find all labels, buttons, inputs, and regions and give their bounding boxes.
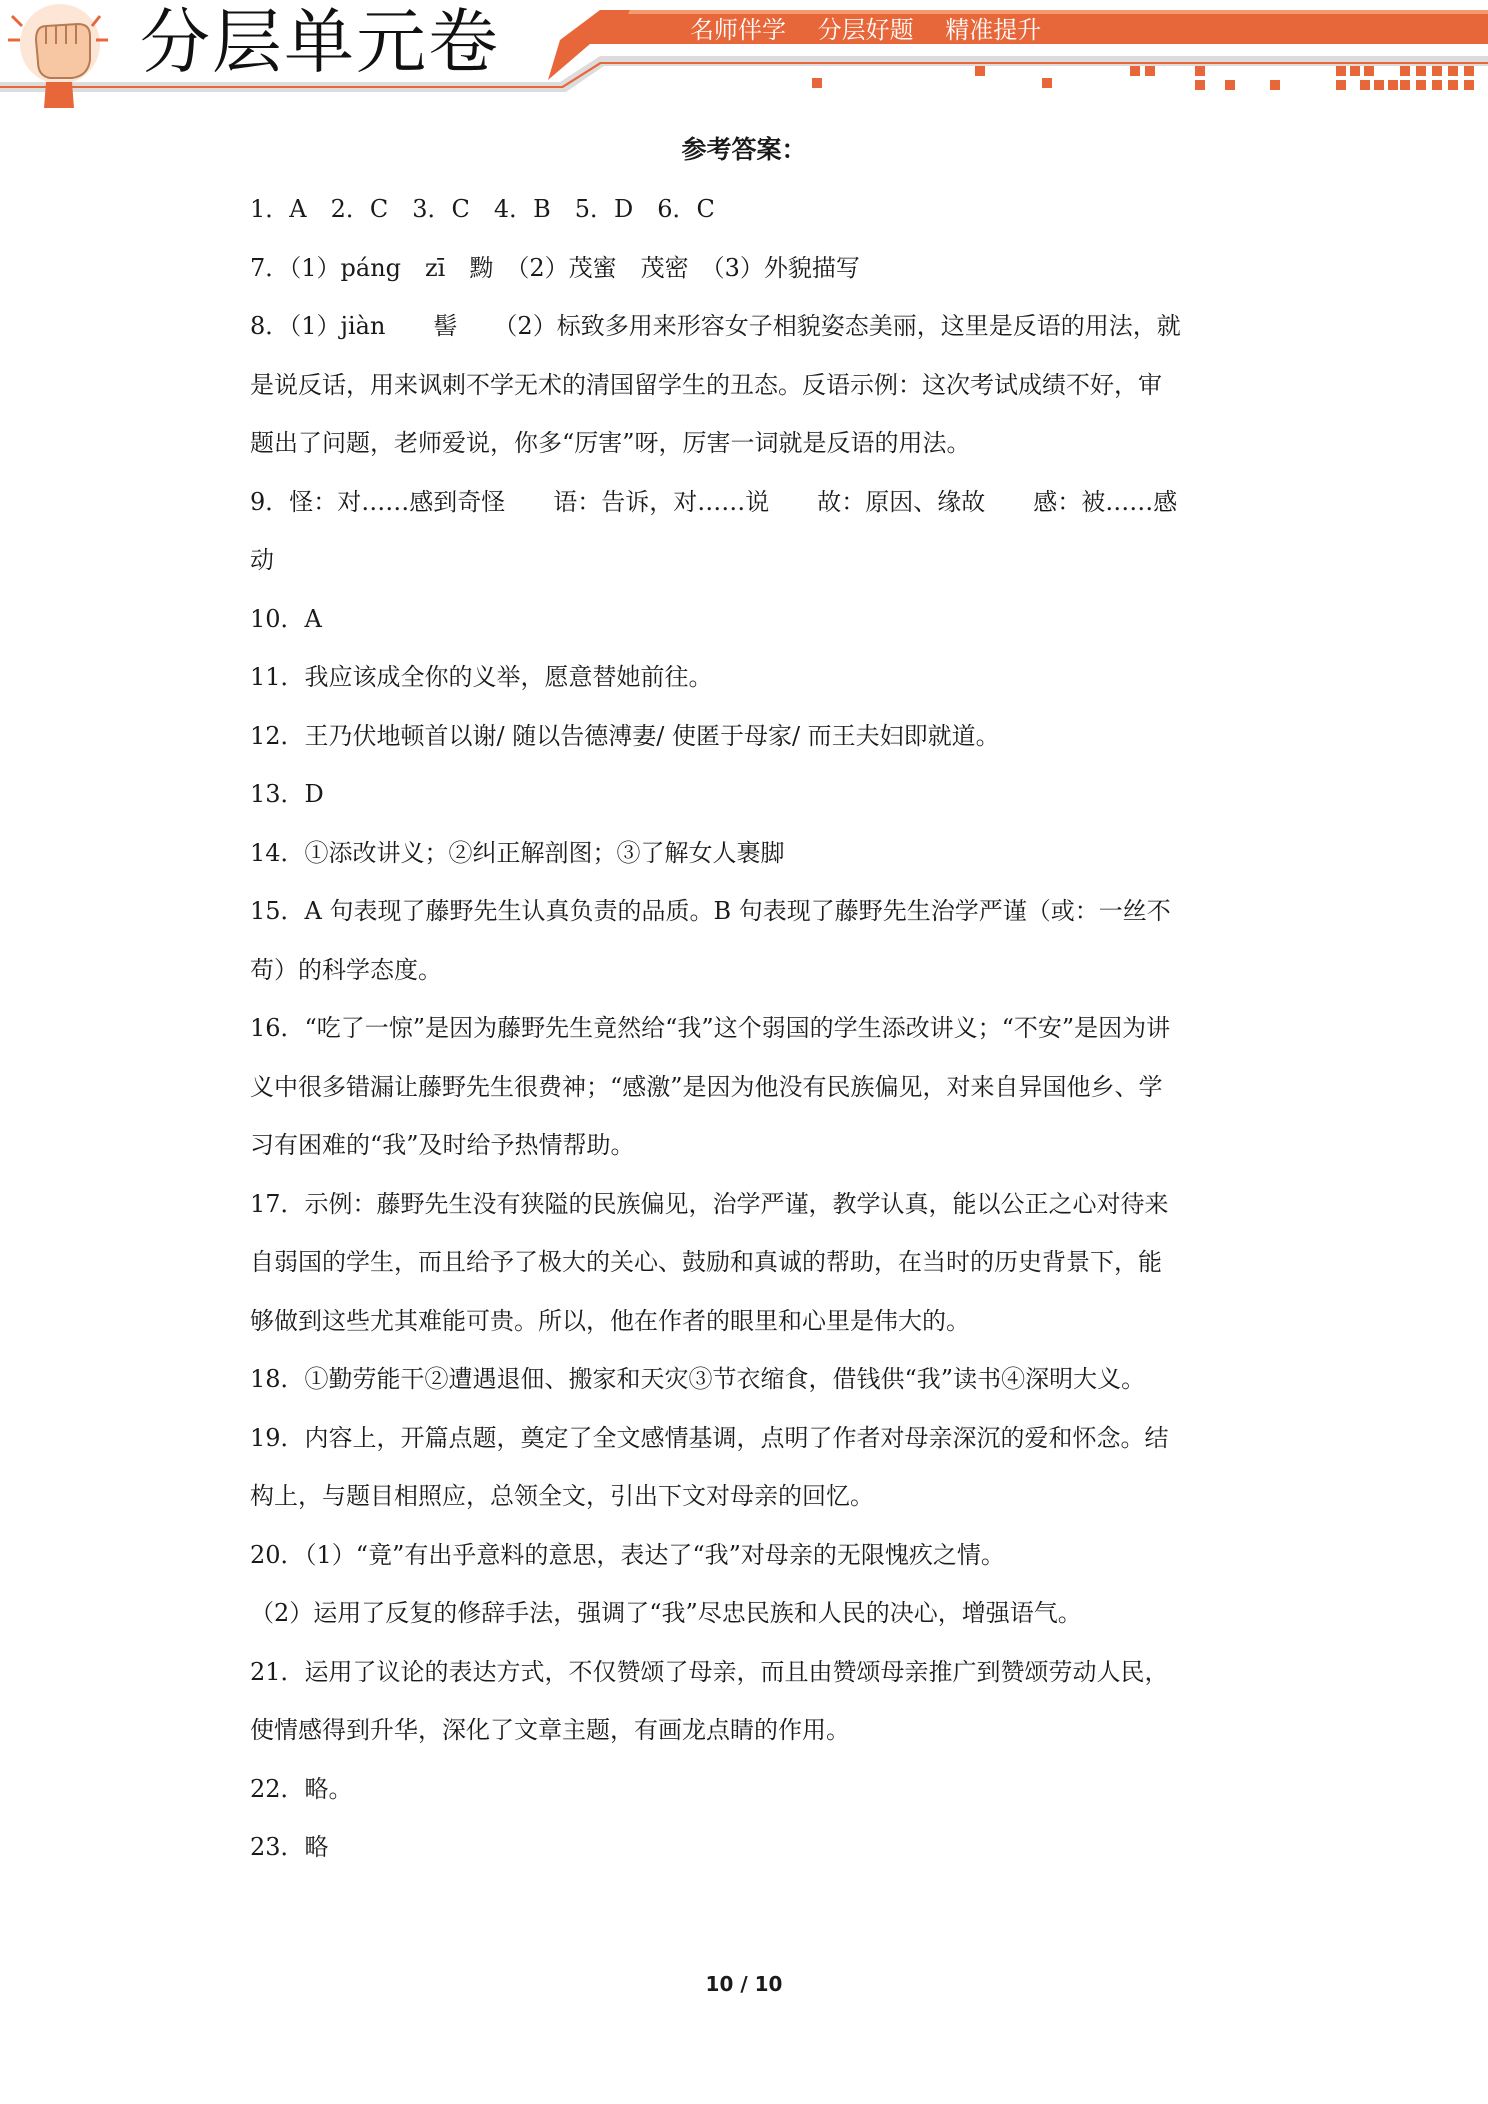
answer-line: 8．（1）jiàn 髻 （2）标致多用来形容女子相貌姿态美丽，这里是反语的用法，就 bbox=[250, 312, 1181, 340]
slogan-item: 名师伴学 bbox=[690, 16, 786, 44]
page-number: 10 / 10 bbox=[705, 1972, 783, 1996]
answer-line: 是说反话，用来讽刺不学无术的清国留学生的丑态。反语示例：这次考试成绩不好，审 bbox=[250, 370, 1162, 399]
page-header bbox=[0, 0, 1488, 110]
answer-line: 1．A 2．C 3．C 4．B 5．D 6．C bbox=[250, 195, 715, 223]
answer-line: 20．（1）“竟”有出乎意料的意思，表达了“我”对母亲的无限愧疚之情。 bbox=[250, 1540, 1005, 1569]
answer-line: （2）运用了反复的修辞手法，强调了“我”尽忠民族和人民的决心，增强语气。 bbox=[250, 1599, 1082, 1627]
answer-line: 23．略 bbox=[250, 1833, 329, 1861]
answer-line: 7．（1）páng zī 黝 （2）茂蜜 茂密 （3）外貌描写 bbox=[250, 253, 860, 282]
answer-line: 自弱国的学生，而且给予了极大的关心、鼓励和真诚的帮助，在当时的历史背景下，能 bbox=[250, 1248, 1162, 1276]
answer-line: 习有困难的“我”及时给予热情帮助。 bbox=[250, 1131, 635, 1159]
answer-line: 17．示例：藤野先生没有狭隘的民族偏见，治学严谨，教学认真，能以公正之心对待来 bbox=[250, 1189, 1169, 1218]
decorative-squares bbox=[812, 66, 1474, 90]
page-title: 参考答案： bbox=[681, 135, 807, 164]
answer-line: 14．①添改讲义；②纠正解剖图；③了解女人裹脚 bbox=[250, 838, 785, 867]
answer-line: 13．D bbox=[250, 780, 324, 808]
answer-line: 义中很多错漏让藤野先生很费神；“感激”是因为他没有民族偏见，对来自异国他乡、学 bbox=[250, 1072, 1163, 1101]
answer-line: 苟）的科学态度。 bbox=[250, 955, 442, 984]
answer-line: 21．运用了议论的表达方式，不仅赞颂了母亲，而且由赞颂母亲推广到赞颂劳动人民， bbox=[250, 1657, 1169, 1686]
answer-line: 16．“吃了一惊”是因为藤野先生竟然给“我”这个弱国的学生添改讲义；“不安”是因为讲 bbox=[250, 1014, 1171, 1042]
header-slogans bbox=[690, 10, 1065, 45]
answer-line: 使情感得到升华，深化了文章主题，有画龙点睛的作用。 bbox=[250, 1716, 850, 1744]
answer-line: 12．王乃伏地顿首以谢/ 随以告德溥妻/ 使匿于母家/ 而王夫妇即就道。 bbox=[250, 721, 1000, 750]
answer-line: 18．①勤劳能干②遭遇退佃、搬家和天灾③节衣缩食，借钱供“我”读书④深明大义。 bbox=[250, 1365, 1146, 1393]
answer-line: 题出了问题，老师爱说，你多“厉害”呀，厉害一词就是反语的用法。 bbox=[250, 429, 971, 457]
answer-line: 动 bbox=[250, 546, 274, 574]
answer-line: 构上，与题目相照应，总领全文，引出下文对母亲的回忆。 bbox=[250, 1482, 874, 1510]
answer-line: 10．A bbox=[250, 604, 322, 633]
brand-title: 分层单元卷 bbox=[140, 1, 500, 83]
answer-line: 19．内容上，开篇点题，奠定了全文感情基调，点明了作者对母亲深沉的爱和怀念。结 bbox=[250, 1423, 1169, 1452]
answer-line: 9．怪：对……感到奇怪 语：告诉，对……说 故：原因、缘故 感：被……感 bbox=[250, 487, 1178, 516]
slogan-item: 精准提升 bbox=[945, 16, 1042, 44]
answer-line: 够做到这些尤其难能可贵。所以，他在作者的眼里和心里是伟大的。 bbox=[250, 1306, 970, 1335]
answer-line: 11．我应该成全你的义举，愿意替她前往。 bbox=[250, 663, 713, 691]
slogan-item: 分层好题 bbox=[817, 16, 914, 44]
answer-line: 22．略。 bbox=[250, 1774, 353, 1803]
answer-list bbox=[250, 180, 1240, 1877]
answer-line: 15．A 句表现了藤野先生认真负责的品质。B 句表现了藤野先生治学严谨（或：一丝不 bbox=[250, 897, 1171, 925]
raised-fist-icon bbox=[8, 4, 108, 108]
